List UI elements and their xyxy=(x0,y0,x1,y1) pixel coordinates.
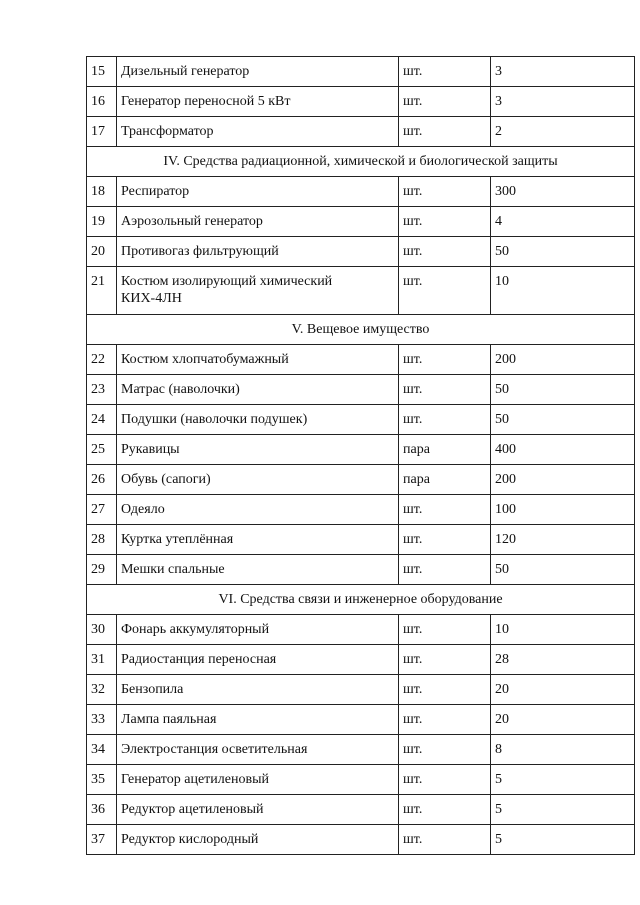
quantity-cell: 28 xyxy=(491,645,635,675)
row-number-cell: 36 xyxy=(87,795,117,825)
unit-cell: шт. xyxy=(399,555,491,585)
section-title: VI. Средства связи и инженерное оборудование xyxy=(87,585,635,615)
table-row xyxy=(87,825,635,855)
item-name-cell: Одеяло xyxy=(117,495,399,525)
item-name-cell: Дизельный генератор xyxy=(117,57,399,87)
quantity-cell: 50 xyxy=(491,237,635,267)
quantity-cell: 20 xyxy=(491,675,635,705)
row-number-cell: 29 xyxy=(87,555,117,585)
unit-cell: шт. xyxy=(399,405,491,435)
unit-cell: шт. xyxy=(399,705,491,735)
quantity-cell: 2 xyxy=(491,117,635,147)
table-row xyxy=(87,267,635,315)
table-row xyxy=(87,735,635,765)
quantity-cell: 4 xyxy=(491,207,635,237)
quantity-cell: 10 xyxy=(491,615,635,645)
table-row xyxy=(87,117,635,147)
section-header-row xyxy=(87,585,635,615)
table-row xyxy=(87,615,635,645)
quantity-cell: 20 xyxy=(491,705,635,735)
item-name-cell: Респиратор xyxy=(117,177,399,207)
row-number-cell: 35 xyxy=(87,765,117,795)
quantity-cell: 50 xyxy=(491,375,635,405)
unit-cell: шт. xyxy=(399,735,491,765)
row-number-cell: 17 xyxy=(87,117,117,147)
inventory-table-body xyxy=(87,57,635,855)
table-row xyxy=(87,87,635,117)
row-number-cell: 25 xyxy=(87,435,117,465)
table-row xyxy=(87,495,635,525)
quantity-cell: 100 xyxy=(491,495,635,525)
item-name-cell: Подушки (наволочки подушек) xyxy=(117,405,399,435)
item-name-cell: Радиостанция переносная xyxy=(117,645,399,675)
unit-cell: шт. xyxy=(399,795,491,825)
item-name-cell: Матрас (наволочки) xyxy=(117,375,399,405)
table-row xyxy=(87,405,635,435)
unit-cell: шт. xyxy=(399,267,491,315)
unit-cell: шт. xyxy=(399,615,491,645)
unit-cell: шт. xyxy=(399,207,491,237)
quantity-cell: 50 xyxy=(491,405,635,435)
quantity-cell: 300 xyxy=(491,177,635,207)
table-row xyxy=(87,525,635,555)
quantity-cell: 5 xyxy=(491,795,635,825)
row-number-cell: 23 xyxy=(87,375,117,405)
inventory-table xyxy=(86,56,635,855)
row-number-cell: 15 xyxy=(87,57,117,87)
unit-cell: пара xyxy=(399,435,491,465)
item-name-cell: Генератор ацетиленовый xyxy=(117,765,399,795)
row-number-cell: 21 xyxy=(87,267,117,315)
row-number-cell: 31 xyxy=(87,645,117,675)
unit-cell: пара xyxy=(399,465,491,495)
item-name-cell: Лампа паяльная xyxy=(117,705,399,735)
item-name-cell: Обувь (сапоги) xyxy=(117,465,399,495)
row-number-cell: 33 xyxy=(87,705,117,735)
table-row xyxy=(87,555,635,585)
row-number-cell: 20 xyxy=(87,237,117,267)
item-name-cell: Костюм хлопчатобумажный xyxy=(117,345,399,375)
table-row xyxy=(87,435,635,465)
table-row xyxy=(87,375,635,405)
unit-cell: шт. xyxy=(399,237,491,267)
table-row xyxy=(87,345,635,375)
unit-cell: шт. xyxy=(399,495,491,525)
quantity-cell: 120 xyxy=(491,525,635,555)
row-number-cell: 27 xyxy=(87,495,117,525)
row-number-cell: 18 xyxy=(87,177,117,207)
row-number-cell: 32 xyxy=(87,675,117,705)
unit-cell: шт. xyxy=(399,675,491,705)
unit-cell: шт. xyxy=(399,177,491,207)
quantity-cell: 10 xyxy=(491,267,635,315)
quantity-cell: 3 xyxy=(491,87,635,117)
section-title: IV. Средства радиационной, химической и биологической защиты xyxy=(87,147,635,177)
item-name-cell: Куртка утеплённая xyxy=(117,525,399,555)
unit-cell: шт. xyxy=(399,645,491,675)
quantity-cell: 5 xyxy=(491,765,635,795)
quantity-cell: 5 xyxy=(491,825,635,855)
item-name-cell: Редуктор кислородный xyxy=(117,825,399,855)
table-row xyxy=(87,765,635,795)
table-row xyxy=(87,177,635,207)
item-name-cell: Бензопила xyxy=(117,675,399,705)
row-number-cell: 30 xyxy=(87,615,117,645)
item-name-cell: Трансформатор xyxy=(117,117,399,147)
quantity-cell: 200 xyxy=(491,465,635,495)
item-name-cell: Электростанция осветительная xyxy=(117,735,399,765)
row-number-cell: 22 xyxy=(87,345,117,375)
table-row xyxy=(87,465,635,495)
table-row xyxy=(87,645,635,675)
unit-cell: шт. xyxy=(399,87,491,117)
row-number-cell: 19 xyxy=(87,207,117,237)
table-row xyxy=(87,705,635,735)
row-number-cell: 26 xyxy=(87,465,117,495)
unit-cell: шт. xyxy=(399,765,491,795)
quantity-cell: 3 xyxy=(491,57,635,87)
section-title: V. Вещевое имущество xyxy=(87,315,635,345)
table-row xyxy=(87,237,635,267)
table-row xyxy=(87,207,635,237)
section-header-row xyxy=(87,315,635,345)
quantity-cell: 8 xyxy=(491,735,635,765)
row-number-cell: 37 xyxy=(87,825,117,855)
item-name-cell: Рукавицы xyxy=(117,435,399,465)
table-row xyxy=(87,57,635,87)
unit-cell: шт. xyxy=(399,117,491,147)
table-row xyxy=(87,795,635,825)
section-header-row xyxy=(87,147,635,177)
item-name-cell: Генератор переносной 5 кВт xyxy=(117,87,399,117)
unit-cell: шт. xyxy=(399,57,491,87)
document-page xyxy=(86,56,634,855)
unit-cell: шт. xyxy=(399,345,491,375)
quantity-cell: 50 xyxy=(491,555,635,585)
row-number-cell: 24 xyxy=(87,405,117,435)
item-name-cell: Фонарь аккумуляторный xyxy=(117,615,399,645)
item-name-cell: Костюм изолирующий химический КИХ-4ЛН xyxy=(117,267,399,315)
item-name-cell: Аэрозольный генератор xyxy=(117,207,399,237)
quantity-cell: 400 xyxy=(491,435,635,465)
quantity-cell: 200 xyxy=(491,345,635,375)
unit-cell: шт. xyxy=(399,825,491,855)
item-name-cell: Противогаз фильтрующий xyxy=(117,237,399,267)
table-row xyxy=(87,675,635,705)
item-name-cell: Мешки спальные xyxy=(117,555,399,585)
item-name-cell: Редуктор ацетиленовый xyxy=(117,795,399,825)
row-number-cell: 16 xyxy=(87,87,117,117)
unit-cell: шт. xyxy=(399,525,491,555)
row-number-cell: 28 xyxy=(87,525,117,555)
unit-cell: шт. xyxy=(399,375,491,405)
row-number-cell: 34 xyxy=(87,735,117,765)
